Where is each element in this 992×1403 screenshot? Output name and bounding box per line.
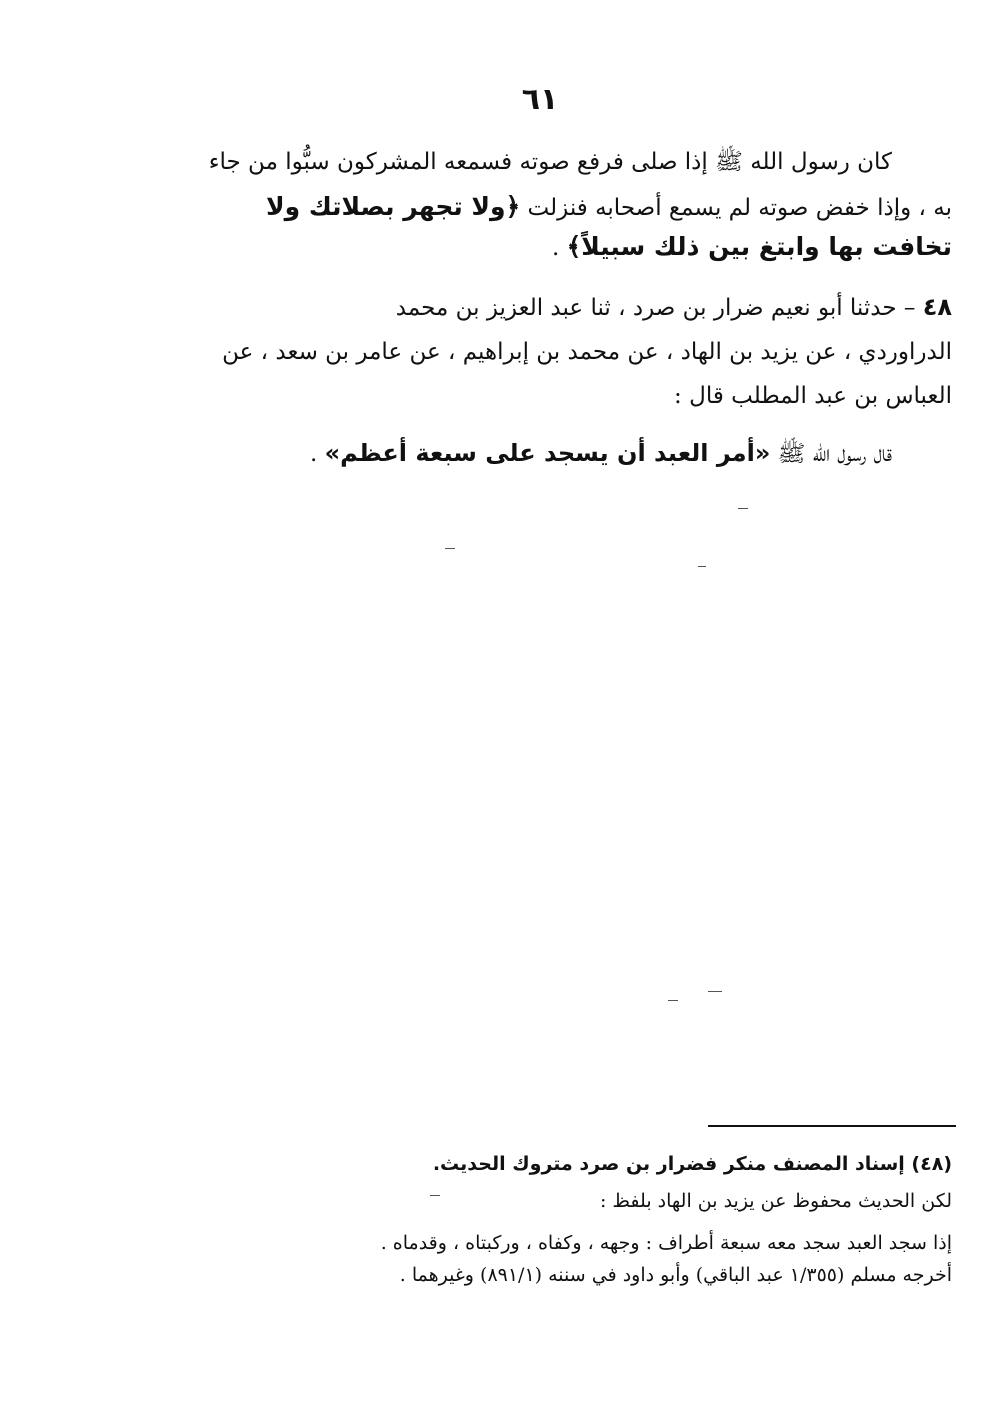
scan-speck: [698, 566, 706, 567]
footnote-2: [132, 1189, 952, 1213]
paragraph1-line1: [132, 147, 892, 177]
hadith48-line1: [132, 292, 952, 323]
scan-speck: [708, 991, 722, 992]
hadith48-line4-text: قال رسول الله ﷺ: [777, 441, 892, 467]
quran-verse-end: تخافت بها وابتغ بين ذلك سبيلاً﴾: [566, 232, 952, 261]
paragraph1-line3: [132, 232, 952, 263]
footnote-1-text: (٤٨) إسناد المصنف منكر فضرار بن صرد متروك الحديث.: [432, 1153, 952, 1175]
scan-speck: [445, 548, 455, 549]
footnote-3-text: إذا سجد العبد سجد معه سبعة أطراف : وجهه ، وكفاه ، وركبتاه ، وقدماه .: [380, 1232, 952, 1254]
paragraph1-line2: [132, 192, 952, 223]
hadith48-line4: [132, 438, 892, 469]
footnote-4-text: أخرجه مسلم (١/٣٥٥ عبد الباقي) وأبو داود في سننه (٨٩١/١) وغيرهما .: [399, 1264, 952, 1286]
scan-speck: [668, 1000, 678, 1001]
scan-speck: [738, 508, 748, 509]
paragraph1-line1-text: كان رسول الله ﷺ إذا صلى فرفع صوته فسمعه المشركون سبُّوا من جاء: [208, 149, 892, 175]
footnote-4: [132, 1263, 952, 1287]
hadith48-line2: [132, 337, 952, 367]
quran-verse-start: ﴿ولا تجهر بصلاتك ولا: [266, 192, 521, 221]
footnote-2-text: لكن الحديث محفوظ عن يزيد بن الهاد بلفظ :: [599, 1190, 952, 1212]
hadith48-line4-end: .: [310, 441, 318, 467]
hadith48-line3-text: العباس بن عبد المطلب قال :: [674, 383, 952, 409]
paragraph1-line2-text: به ، وإذا خفض صوته لم يسمع أصحابه فنزلت: [527, 195, 952, 221]
hadith48-line1-text: – حدثنا أبو نعيم ضرار بن صرد ، ثنا عبد العزيز بن محمد: [395, 295, 916, 321]
footnote-divider: [708, 1125, 956, 1127]
paragraph1-line3-end: .: [551, 235, 560, 261]
hadith48-matn: «أمر العبد أن يسجد على سبعة أعظم»: [324, 439, 771, 467]
hadith48-line2-text: الدراوردي ، عن يزيد بن الهاد ، عن محمد بن إبراهيم ، عن عامر بن سعد ، عن: [222, 339, 952, 365]
footnote-1: [132, 1152, 952, 1176]
hadith48-line3: [132, 381, 952, 411]
page-number: ٦١: [521, 82, 559, 117]
footnote-3: [132, 1231, 952, 1255]
hadith-number: ٤٨: [922, 293, 952, 321]
